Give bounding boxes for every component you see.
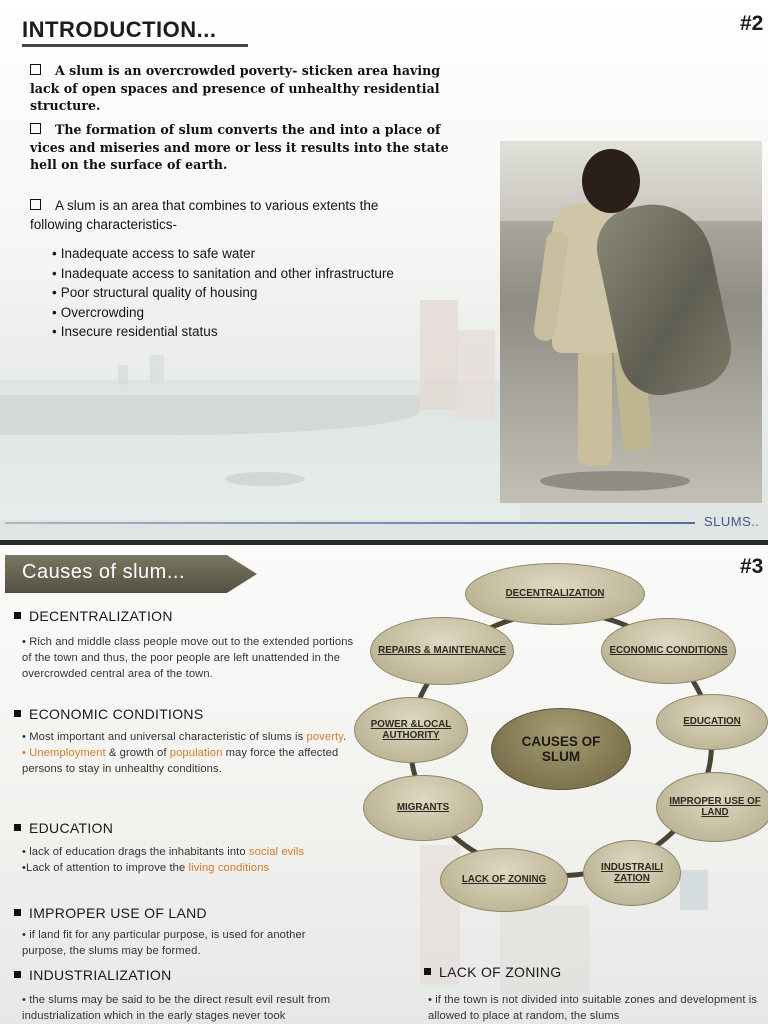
square-bullet-icon <box>14 909 21 916</box>
square-bullet-icon <box>14 971 21 978</box>
title-underline <box>22 44 248 47</box>
tower-backdrop <box>680 870 708 910</box>
intro-paragraph-1 <box>30 62 470 115</box>
highlight-term: living conditions <box>188 862 270 874</box>
node-economic-conditions: ECONOMIC CONDITIONS <box>601 618 736 684</box>
footer-line <box>5 522 695 524</box>
cause-heading-decentralization <box>14 608 173 624</box>
node-migrants: MIGRANTS <box>363 775 483 841</box>
photo-shadow <box>540 471 690 491</box>
footer-label: SLUMS.. <box>704 514 760 529</box>
cause-text-segment: & growth of <box>105 747 170 759</box>
node-decentralization: DECENTRALIZATION <box>465 563 645 625</box>
tower-backdrop <box>455 330 495 420</box>
square-bullet-icon <box>14 710 21 717</box>
cause-text-economic <box>22 729 362 777</box>
tower-backdrop <box>118 365 128 385</box>
intro-paragraph-3 <box>30 196 390 234</box>
cause-heading-text: LACK OF ZONING <box>439 964 562 980</box>
cause-heading-zoning <box>424 964 561 980</box>
list-item: • Insecure residential status <box>52 322 394 342</box>
cause-heading-text: INDUSTRIALIZATION <box>29 967 172 983</box>
photo-figure-leg <box>578 346 612 466</box>
intro-paragraph-1-text: A slum is an overcrowded poverty- sticken area having lack of open spaces and presence of unhealthy residential structure. <box>30 63 441 113</box>
center-causes-of-slum <box>491 708 631 790</box>
checkbox-bullet-icon <box>30 199 41 210</box>
cause-text-segment: •Lack of attention to improve the <box>22 862 189 874</box>
cause-heading-text: ECONOMIC CONDITIONS <box>29 706 204 722</box>
cause-text-segment: • lack of education drags the inhabitants into <box>22 846 249 858</box>
tower-backdrop <box>500 905 590 995</box>
page-number: #2 <box>740 12 764 35</box>
cause-heading-economic <box>14 706 203 722</box>
highlight-term: population <box>169 747 223 759</box>
checkbox-bullet-icon <box>30 64 41 75</box>
tower-backdrop <box>150 355 164 383</box>
center-label: CAUSES OF SLUM <box>521 734 601 764</box>
cause-text-segment: . <box>343 731 347 743</box>
slide-title: INTRODUCTION... <box>22 17 217 42</box>
checkbox-bullet-icon <box>30 123 41 134</box>
photo-figure-head <box>582 149 640 213</box>
cause-text-education <box>22 844 352 876</box>
intro-paragraph-2 <box>30 121 470 174</box>
cause-heading-text: EDUCATION <box>29 820 114 836</box>
cause-text-segment: • Most important and universal characteristic of slums is <box>22 731 307 743</box>
cause-heading-industrialization <box>14 967 172 983</box>
characteristics-list <box>52 244 394 342</box>
list-item: • Overcrowding <box>52 303 394 323</box>
node-industrialization: INDUSTRAILI ZATION <box>583 840 681 906</box>
cause-text-zoning: • if the town is not divided into suitable zones and development is allowed to place at random, the slums <box>428 994 758 1022</box>
intro-paragraph-3-text: A slum is an area that combines to various extents the following characteristics- <box>30 198 379 232</box>
square-bullet-icon <box>14 612 21 619</box>
cause-heading-text: DECENTRALIZATION <box>29 608 173 624</box>
list-item: • Poor structural quality of housing <box>52 283 394 303</box>
list-item: • Inadequate access to safe water <box>52 244 394 264</box>
node-power-local-authority: POWER &LOCAL AUTHORITY <box>354 697 468 763</box>
cause-text-industrialization: • the slums may be said to be the direct result evil result from industrialization which in the early stages never took <box>22 994 331 1022</box>
highlight-term: • Unemployment <box>22 747 106 759</box>
cause-text-decentralization: • Rich and middle class people move out to the extended portions of the town and thus, the poor people are left unattended in the overcrowded central area of the town. <box>22 636 354 680</box>
cause-text-land: • if land fit for any particular purpose, is used for another purpose, the slums may be formed. <box>22 929 306 957</box>
list-item: • Inadequate access to sanitation and other infrastructure <box>52 264 394 284</box>
cause-heading-education <box>14 820 113 836</box>
cause-heading-text: IMPROPER USE OF LAND <box>29 905 207 921</box>
node-improper-use-of-land: IMPROPER USE OF LAND <box>656 772 768 842</box>
intro-paragraph-2-text: The formation of slum converts the and into a place of vices and miseries and more or less it results into the state hell on the surface of earth. <box>30 122 449 172</box>
cause-heading-land <box>14 905 207 921</box>
highlight-term: social evils <box>248 846 305 858</box>
square-bullet-icon <box>14 824 21 831</box>
island-backdrop <box>225 472 305 486</box>
highlight-term: poverty <box>306 731 344 743</box>
slide-title: Causes of slum... <box>22 561 186 583</box>
page-number: #3 <box>740 555 764 578</box>
node-repairs-maintenance: REPAIRS & MAINTENANCE <box>370 617 514 685</box>
tower-backdrop <box>420 300 458 410</box>
square-bullet-icon <box>424 968 431 975</box>
node-lack-of-zoning: LACK OF ZONING <box>440 848 568 912</box>
cause-text-segment: may force the affected persons to stay in unhealthy conditions. <box>22 747 339 775</box>
node-education: EDUCATION <box>656 694 768 750</box>
child-walking-photo <box>500 141 762 503</box>
